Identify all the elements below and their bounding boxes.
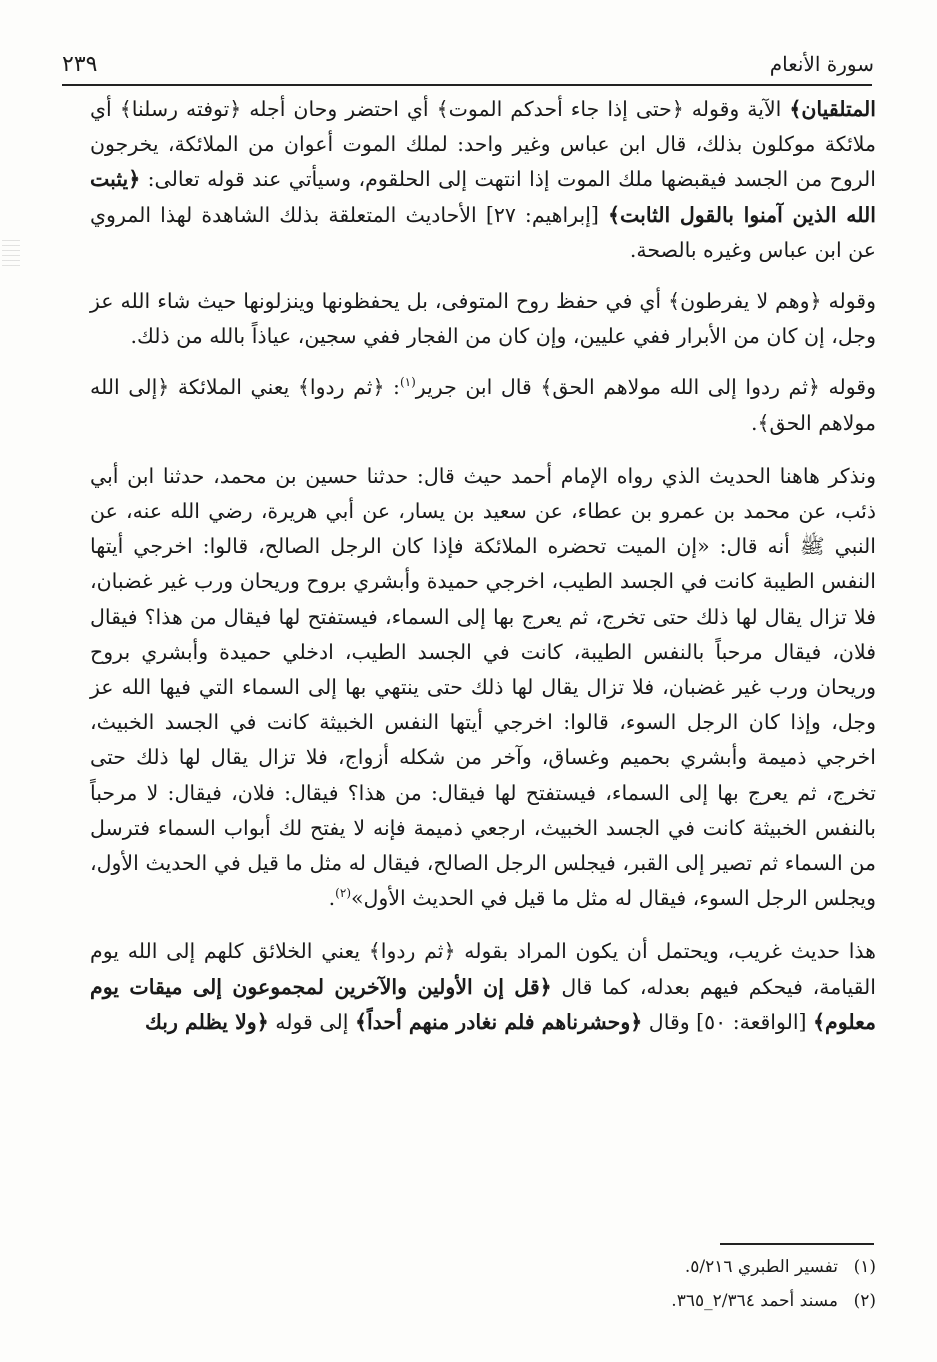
footnote-2 (90, 1284, 876, 1318)
paragraph-1 (90, 92, 876, 268)
text-segment: إلى قوله (268, 1009, 355, 1034)
paragraph-5 (90, 934, 876, 1040)
quran-quote: ﴿يثبت الله الذين آمنوا بالقول الثابت﴾ (90, 167, 876, 227)
page-number: ٢٣٩ (62, 52, 98, 77)
text-segment: الآية وقوله ﴿حتى إذا جاء أحدكم الموت﴾ أي احتضر وحان أجله ﴿توفته رسلنا﴾ أي ملائكة موكلون بذلك، قال ابن عباس وغير واحد: لملك الموت أعوان من الملائكة، يخرجون الروح من الجسد فيقبضها ملك الموت إذا انتهت إلى الحلقوم، وسيأتي عند قوله تعالى: (90, 97, 876, 192)
running-header (62, 52, 874, 82)
quran-quote: ﴿وحشرناهم فلم نغادر منهم أحداً﴾ (354, 1009, 643, 1034)
paragraph-4 (90, 459, 876, 917)
scan-speck (2, 240, 20, 266)
footnote-number: (١) (853, 1257, 876, 1277)
text-segment: هذا حديث غريب، ويحتمل أن يكون المراد بقوله ﴿ثم ردوا﴾ يعني الخلائق كلهم إلى الله يوم القيامة، فيحكم فيهم بعدله، كما قال (90, 939, 876, 999)
paragraph-3 (90, 370, 876, 440)
footnote-rule (720, 1243, 874, 1245)
footnote-text: تفسير الطبري ٥/٢١٦. (684, 1257, 838, 1277)
footnotes (90, 1250, 876, 1318)
main-text (90, 92, 876, 1040)
footnote-ref: (٢) (335, 886, 351, 901)
footnote-1 (90, 1250, 876, 1284)
quran-quote: ﴿ولا يظلم ربك (145, 1009, 269, 1034)
text-segment: : ﴿ثم ردوا﴾ يعني الملائكة ﴿إلى الله مولاهم الحق﴾. (90, 375, 876, 435)
text-segment: [الواقعة: ٥٠] وقال (642, 1009, 814, 1034)
surah-title: سورة الأنعام (769, 52, 874, 76)
text-segment: ونذكر هاهنا الحديث الذي رواه الإمام أحمد حيث قال: حدثنا حسين بن محمد، حدثنا ابن أبي ذئب، عن محمد بن عمرو بن عطاء، عن سعيد بن يسار، عن أبي هريرة، رضي الله عنه، عن النبي ﷺ أنه قال: «إن الميت تحضره الملائكة فإذا كان الرجل الصالح، قالوا: اخرجي أيتها النفس الطيبة كانت في الجسد الطيب، اخرجي حميدة وأبشري بروح وريحان ورب غير غضبان، فلا تزال يقال لها ذلك حتى تخرج، ثم يعرج بها إلى السماء، فيستفتح لها فيقال من هذا؟ فيقال فلان، فيقال مرحباً بالنفس الطيبة، كانت في الجسد الطيب، ادخلي حميدة وأبشري بروح وريحان ورب غير غضبان، فلا تزال يقال لها ذلك حتى ينتهي بها إلى السماء التي فيها الله عز وجل، وإذا كان الرجل السوء، قالوا: اخرجي أيتها النفس الخبيثة كانت في الجسد الخبيث، اخرجي ذميمة وأبشري بحميم وغساق، وآخر من شكله أزواج، فلا تزال يقال لها ذلك حتى تخرج، ثم يعرج بها إلى السماء، فيستفتح لها فيقال: من هذا؟ فيقال: فلان، فيقال: لا مرحباً بالنفس الخبيثة كانت في الجسد الخبيث، ارجعي ذميمة فإنه لا يفتح لك أبواب السماء فترسل من السماء ثم تصير إلى القبر، فيجلس الرجل الصالح، فيقال له مثل ما قيل في الحديث الأول، ويجلس الرجل السوء، فيقال له مثل ما قيل في الحديث الأول» (90, 463, 876, 911)
quran-quote: المتلقيان﴾ (789, 97, 876, 121)
paragraph-2 (90, 284, 876, 354)
footnote-text: مسند أحمد ٢/٣٦٤_٣٦٥. (671, 1291, 838, 1311)
text-segment: [إبراهيم: ٢٧] الأحاديث المتعلقة بذلك الشاهدة لهذا المروي عن ابن عباس وغيره بالصحة. (90, 202, 876, 262)
text-segment: . (328, 886, 336, 911)
text-segment: وقوله ﴿وهم لا يفرطون﴾ أي في حفظ روح المتوفى، بل يحفظونها وينزلونها حيث شاء الله عز وجل، إن كان من الأبرار ففي عليين، وإن كان من الفجار ففي سجين، عياذاً بالله من ذلك. (90, 289, 876, 349)
quran-quote: ﴿قل إن الأولين والآخرين لمجموعون إلى ميقات يوم معلوم﴾ (90, 974, 876, 1034)
text-segment: وقوله ﴿ثم ردوا إلى الله مولاهم الحق﴾ قال ابن جرير (415, 375, 877, 400)
footnote-number: (٢) (853, 1291, 876, 1311)
footnote-ref: (١) (399, 375, 416, 390)
header-rule (62, 84, 872, 86)
